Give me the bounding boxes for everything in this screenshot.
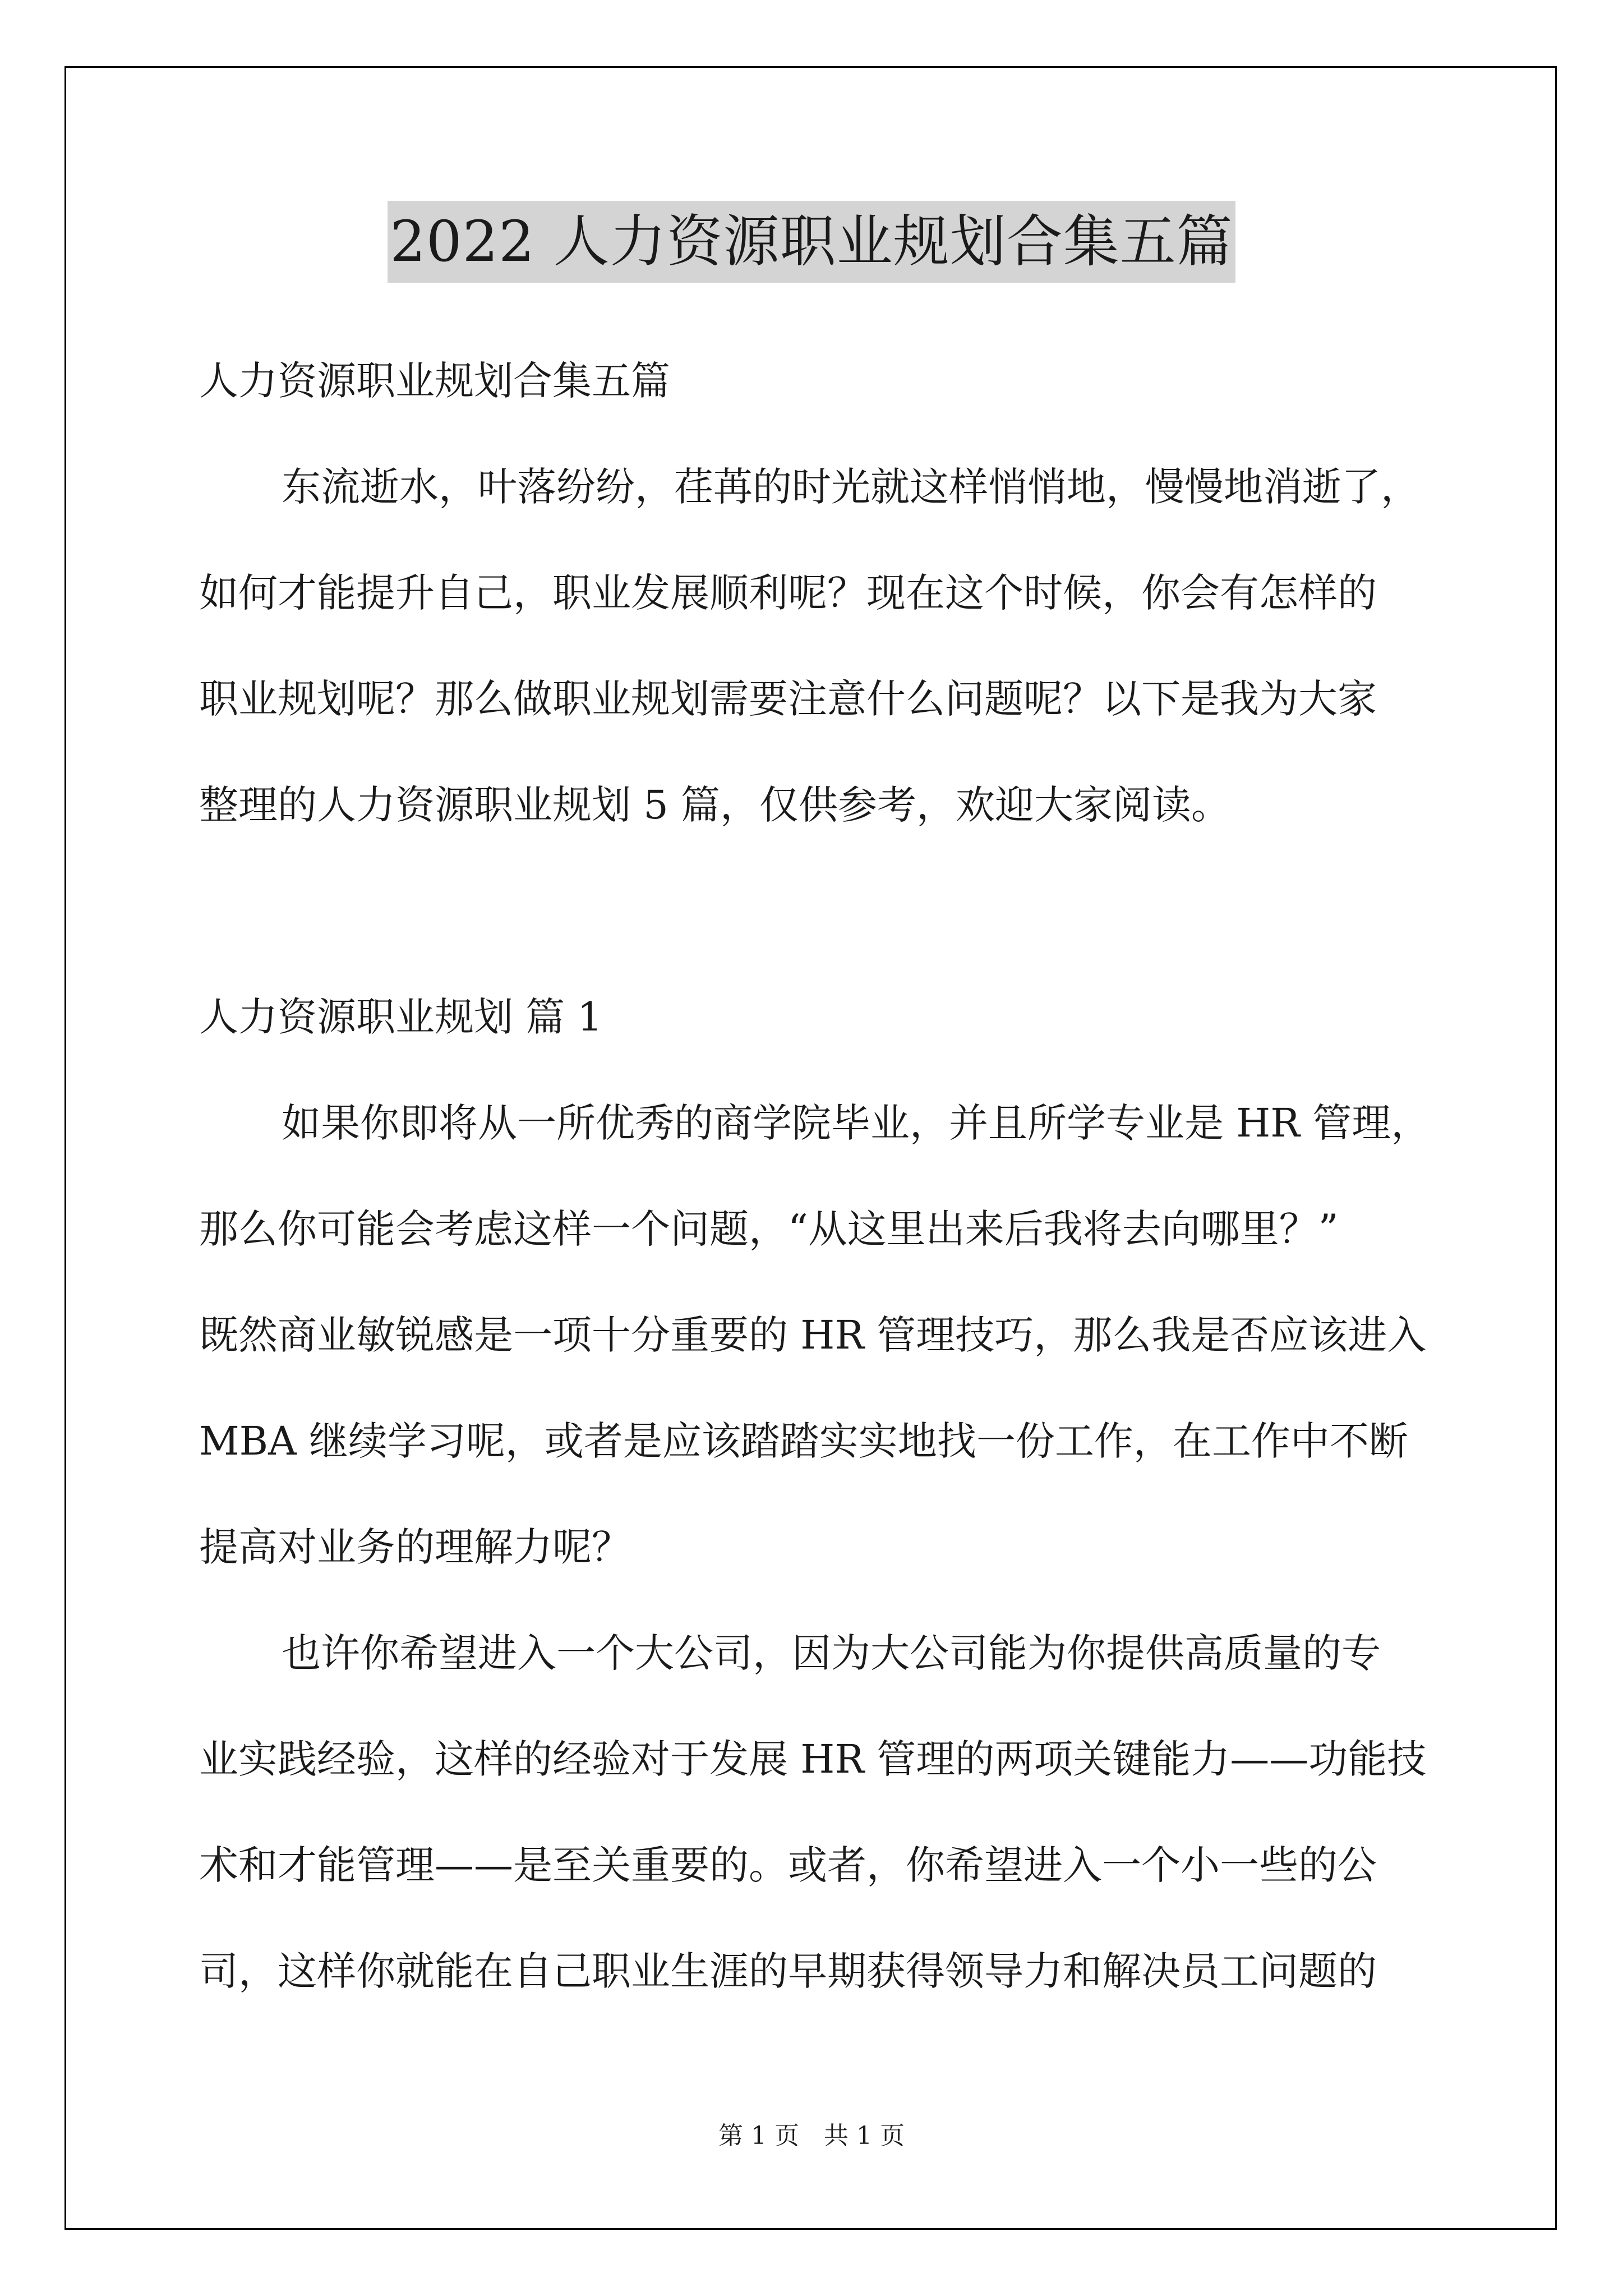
title-container xyxy=(0,201,1623,283)
intro-line-3: 职业规划呢？那么做职业规划需要注意什么问题呢？以下是我为大家 xyxy=(199,676,1377,722)
paragraph2-line-1: 也许你希望进入一个大公司，因为大公司能为你提供高质量的专 xyxy=(282,1630,1381,1676)
page-footer: 第 1 页 共 1 页 xyxy=(718,2122,905,2150)
document-title: 2022 人力资源职业规划合集五篇 xyxy=(388,201,1235,283)
intro-line-4: 整理的人力资源职业规划 5 篇，仅供参考，欢迎大家阅读。 xyxy=(199,782,1231,828)
paragraph1-line-4: MBA 继续学习呢，或者是应该踏踏实实地找一份工作，在工作中不断 xyxy=(199,1418,1408,1464)
intro-line-2: 如何才能提升自己，职业发展顺利呢？现在这个时候，你会有怎样的 xyxy=(199,570,1377,616)
paragraph1-line-2: 那么你可能会考虑这样一个问题，“从这里出来后我将去向哪里？” xyxy=(199,1206,1339,1252)
intro-line-1: 东流逝水，叶落纷纷，荏苒的时光就这样悄悄地，慢慢地消逝了， xyxy=(282,464,1420,510)
paragraph2-line-3: 术和才能管理——是至关重要的。或者，你希望进入一个小一些的公 xyxy=(199,1842,1377,1888)
paragraph1-line-5: 提高对业务的理解力呢？ xyxy=(199,1524,631,1570)
paragraph2-line-4: 司，这样你就能在自己职业生涯的早期获得领导力和解决员工问题的 xyxy=(199,1948,1377,1994)
document-subtitle: 人力资源职业规划合集五篇 xyxy=(199,358,670,404)
paragraph1-line-1: 如果你即将从一所优秀的商学院毕业，并且所学专业是 HR 管理， xyxy=(282,1100,1431,1146)
paragraph1-line-3: 既然商业敏锐感是一项十分重要的 HR 管理技巧，那么我是否应该进入 xyxy=(199,1312,1427,1358)
section-heading: 人力资源职业规划 篇 1 xyxy=(199,994,603,1040)
paragraph2-line-2: 业实践经验，这样的经验对于发展 HR 管理的两项关键能力——功能技 xyxy=(199,1736,1427,1782)
